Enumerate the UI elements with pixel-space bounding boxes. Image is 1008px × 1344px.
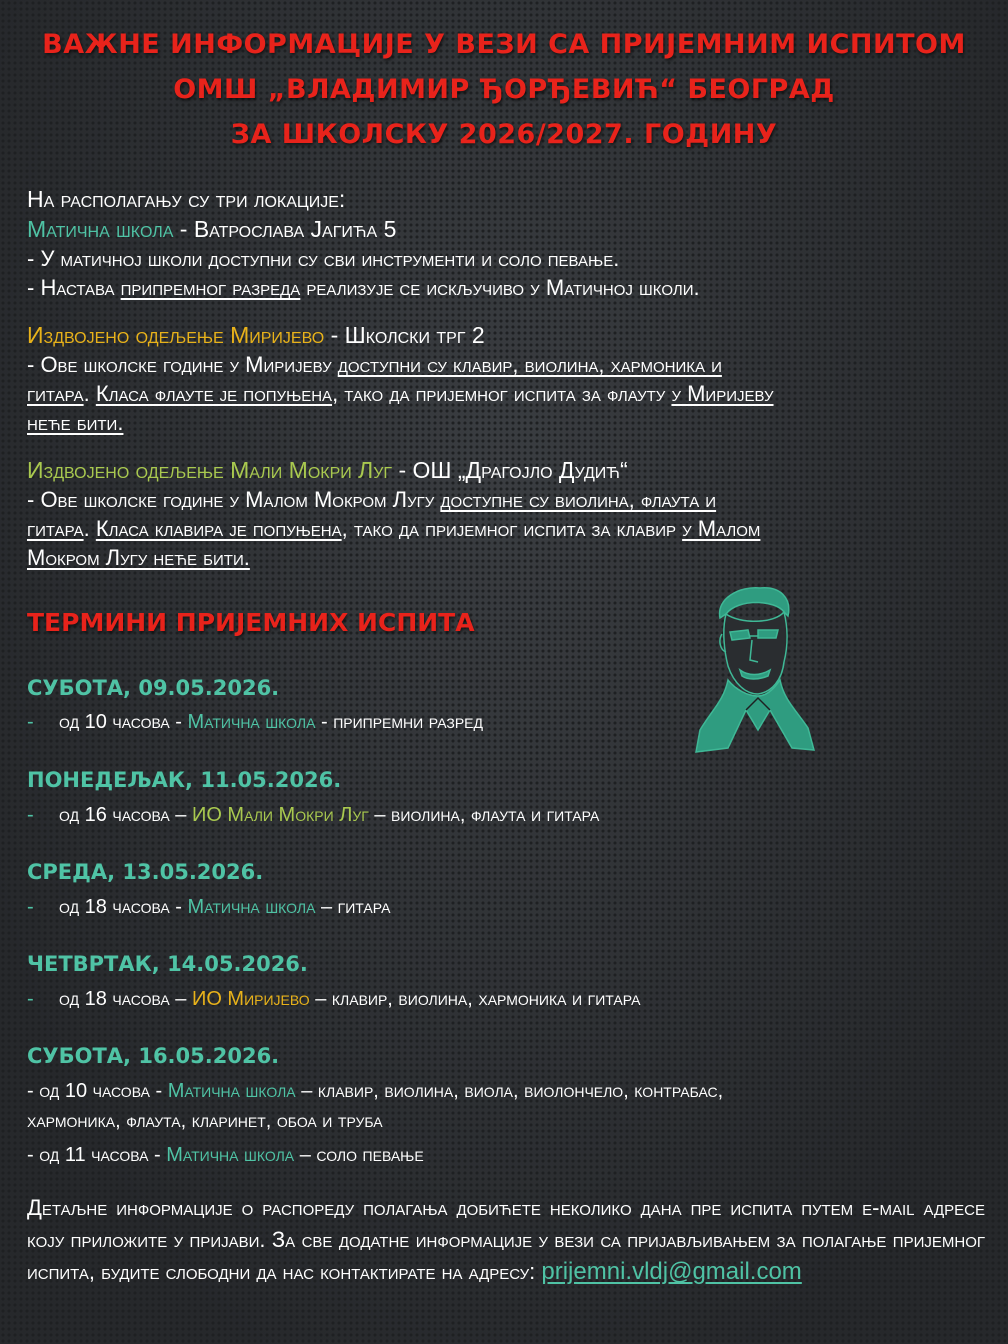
list-dash: - <box>27 711 34 733</box>
note-underlined: припремног разреда <box>120 275 301 300</box>
locations-mml-block <box>27 455 972 572</box>
schedule-entry <box>27 988 640 1011</box>
entry-place: ИО Мали Мокри Луг <box>191 804 369 826</box>
entry-place: Матична школа <box>187 896 316 918</box>
note-underlined: у Миријеву <box>671 381 774 406</box>
entry-time: од 18 часова - <box>59 896 188 918</box>
mirijevo-note-3 <box>27 408 972 437</box>
schedule-day-4: ЧЕТВРТАК, 14.05.2026. <box>27 952 308 976</box>
mirijevo-note-2 <box>27 379 972 408</box>
entry-place: ИО Миријево <box>191 988 310 1010</box>
entry-time: од 16 часова – <box>59 804 192 826</box>
page-header <box>0 22 1008 157</box>
entry-place: Матична школа <box>187 711 316 733</box>
note-underlined: доступне су виолина, флаута и <box>440 487 717 512</box>
schedule-entry <box>27 896 390 919</box>
locations-intro: На располагању су три локације: <box>27 186 346 212</box>
schedule-entry-continuation: хармоника, флаута, кларинет, обоа и труба <box>27 1110 383 1132</box>
mml-note-3 <box>27 543 972 572</box>
note-underlined: гитара <box>27 516 84 541</box>
note-underlined: Мокром Лугу неће бити. <box>27 545 250 570</box>
note-text: . <box>83 381 96 406</box>
footer-note <box>27 1192 985 1288</box>
note-underlined: Класа клавира је попуњена <box>95 516 342 541</box>
footer-text: Детаљне информације о распореду полагања добићете неколико дана пре испита путем e-mail адресе коју приложите у пријави. За све додатне информације у вези са пријављивањем за полагање пријемног испита, будите слободни да нас контактирате на адресу: <box>27 1195 985 1284</box>
note-underlined: Класа флауте је попуњена <box>95 381 333 406</box>
main-school-line <box>27 214 972 244</box>
locations-mirijevo-block <box>27 320 972 437</box>
schedule-day-3: СРЕДА, 13.05.2026. <box>27 860 264 884</box>
schedule-entry <box>27 1080 723 1103</box>
note-underlined: гитара <box>27 381 84 406</box>
entry-instruments: – клавир, виолина, хармоника и гитара <box>309 988 641 1010</box>
mirijevo-line <box>27 320 972 350</box>
schedule-entry <box>27 1144 424 1167</box>
list-dash: - <box>27 988 34 1010</box>
mirijevo-note-1 <box>27 350 972 379</box>
note-text: . <box>83 516 96 541</box>
schedule-entry <box>27 711 483 734</box>
entry-place: Матична школа <box>167 1080 296 1102</box>
mirijevo-name: Издвојено одељење Миријево <box>27 322 325 348</box>
note-underlined: доступни су клавир, виолина, хармоника и <box>337 352 722 377</box>
portrait-sketch-icon <box>688 580 818 760</box>
list-dash: - <box>27 896 34 918</box>
note-text: - Ове школске године у Миријеву <box>27 352 338 377</box>
entry-instruments: – соло певање <box>294 1144 424 1166</box>
mml-line <box>27 455 972 485</box>
main-school-name: Матична школа <box>27 216 174 242</box>
entry-instruments: – клавир, виолина, виола, виолончело, контрабас, <box>295 1080 724 1102</box>
mml-name: Издвојено одељење Мали Мокри Луг <box>27 457 393 483</box>
entry-time: - од 11 часова - <box>27 1144 167 1166</box>
entry-time: од 18 часова – <box>59 988 192 1010</box>
mirijevo-address: - Школски трг 2 <box>324 322 485 348</box>
header-line-1: ВАЖНЕ ИНФОРМАЦИЈЕ У ВЕЗИ СА ПРИЈЕМНИМ ИСПИТОМ <box>42 29 966 60</box>
entry-time: - од 10 часова - <box>27 1080 168 1102</box>
contact-email-link[interactable]: prijemni.vldj@gmail.com <box>541 1258 802 1285</box>
main-school-note-1: - У матичној школи доступни су сви инструменти и соло певање. <box>27 246 620 271</box>
entry-place: Матична школа <box>166 1144 295 1166</box>
mml-address: - ОШ „Драгојло Дудић“ <box>392 457 628 483</box>
main-school-note-2 <box>27 273 972 302</box>
schedule-day-1: СУБОТА, 09.05.2026. <box>27 676 280 700</box>
locations-main-block <box>27 184 972 302</box>
schedule-day-5: СУБОТА, 16.05.2026. <box>27 1044 280 1068</box>
note-text: - Ове школске године у Малом Мокром Лугу <box>27 487 441 512</box>
list-dash: - <box>27 804 34 826</box>
note-text: , тако да пријемног испита за флауту <box>332 381 672 406</box>
schedule-entry <box>27 804 599 827</box>
header-line-2: ОМШ „ВЛАДИМИР ЂОРЂЕВИЋ“ БЕОГРАД <box>173 74 835 105</box>
note-text: , тако да пријемног испита за клавир <box>341 516 683 541</box>
header-line-3: ЗА ШКОЛСКУ 2026/2027. ГОДИНУ <box>230 119 778 150</box>
entry-instruments: - припремни разред <box>315 711 483 733</box>
entry-time: од 10 часова - <box>59 711 188 733</box>
entry-instruments: – виолина, флаута и гитара <box>368 804 600 826</box>
entry-instruments: – гитара <box>315 896 391 918</box>
mml-note-1 <box>27 485 972 514</box>
mml-note-2 <box>27 514 972 543</box>
main-school-address: - Ватрослава Јагића 5 <box>173 216 397 242</box>
note-underlined: неће бити. <box>27 410 124 435</box>
schedule-day-2: ПОНЕДЕЉАК, 11.05.2026. <box>27 768 342 792</box>
note-text: - Настава <box>27 275 121 300</box>
note-text: реализује се искључиво у Матичној школи. <box>300 275 700 300</box>
schedule-title: ТЕРМИНИ ПРИЈЕМНИХ ИСПИТА <box>27 608 475 637</box>
note-underlined: у Малом <box>682 516 761 541</box>
